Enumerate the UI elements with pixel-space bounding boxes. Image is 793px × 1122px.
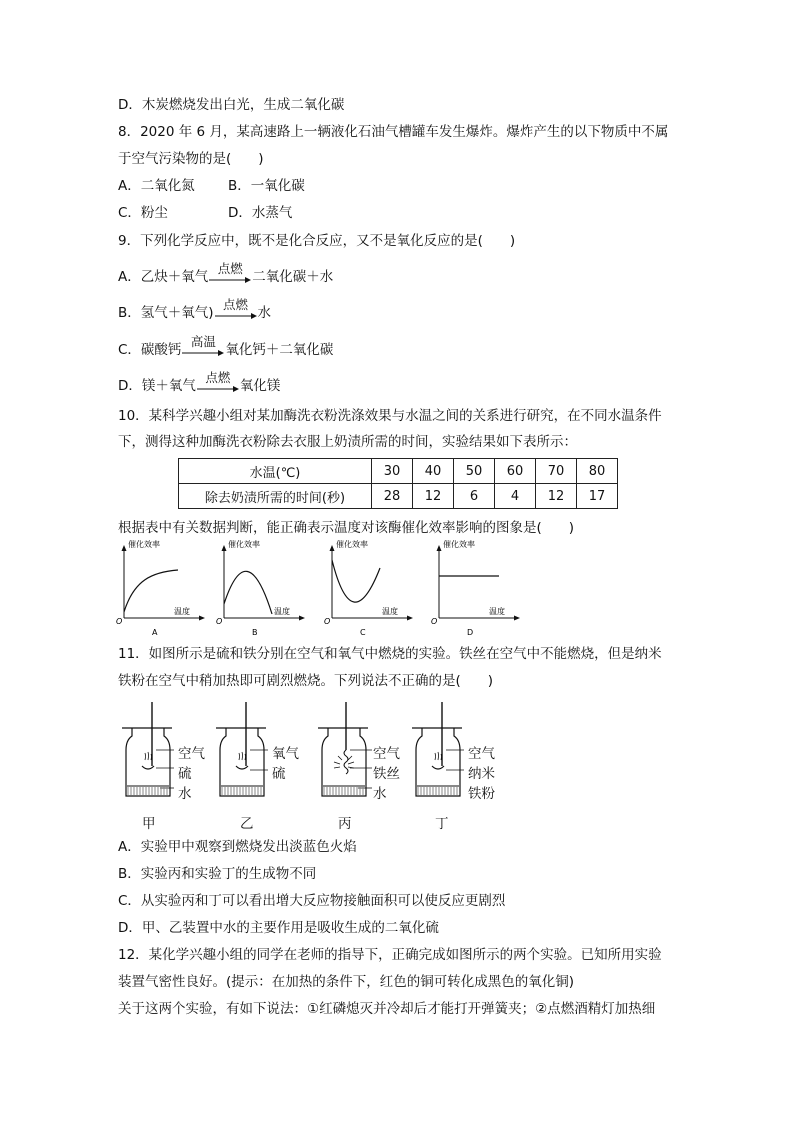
reaction-arrow (197, 370, 239, 395)
graph-letter: C (360, 628, 366, 637)
q8-option-c: C．粉尘 (118, 205, 168, 221)
jar-bing (318, 702, 372, 796)
graph-xlabel: 温度 (382, 607, 398, 616)
graph-xlabel: 温度 (489, 607, 505, 616)
fig-label: 空气 (178, 746, 205, 762)
q9-a-reactants: A．乙炔＋氧气 (118, 269, 209, 285)
graph-origin: O (116, 617, 123, 626)
q12-stem-line1: 12．某化学兴趣小组的同学在老师的指导下，正确完成如图所示的两个实验。已知所用实验 (118, 947, 662, 963)
q11-option-d: D．甲、乙装置中水的主要作用是吸收生成的二氧化硫 (118, 920, 439, 936)
graph-origin: O (216, 617, 223, 626)
q9-option-c (118, 334, 334, 359)
q11-stem-line1: 11．如图所示是硫和铁分别在空气和氧气中燃烧的实验。铁丝在空气中不能燃烧，但是纳米 (118, 646, 662, 662)
q9-d-products: 氧化镁 (239, 378, 281, 394)
table-cell: 12 (536, 484, 577, 509)
q11-apparatus-figure (110, 700, 530, 810)
q10-stem-line1: 10．某科学兴趣小组对某加酶洗衣粉洗涤效果与水温之间的关系进行研究，在不同水温条件 (118, 408, 662, 424)
q9-stem: 9．下列化学反应中，既不是化合反应，又不是氧化反应的是( ) (118, 233, 516, 249)
q8-option-a: A．二氧化氮 (118, 178, 195, 194)
q9-a-products: 二氧化碳＋水 (252, 269, 334, 285)
table-cell: 6 (454, 484, 495, 509)
q7-option-d: D．木炭燃烧发出白光，生成二氧化碳 (118, 97, 345, 113)
graph-curve (124, 570, 178, 612)
fig-label: 硫 (272, 766, 286, 782)
table-cell: 40 (413, 459, 454, 484)
graph-curve (224, 571, 272, 614)
q12-stem-line2: 装置气密性良好。(提示：在加热的条件下，红色的铜可转化成黑色的氧化铜) (118, 974, 575, 990)
graph-curve (332, 560, 380, 602)
table-cell: 70 (536, 459, 577, 484)
table-cell: 17 (577, 484, 618, 509)
q9-c-products: 氧化钙＋二氧化碳 (225, 342, 334, 358)
fig-caption: 丁 (435, 816, 449, 832)
graph-origin: O (431, 617, 438, 626)
fig-caption: 丙 (338, 816, 352, 832)
fig-label: 硫 (178, 766, 192, 782)
q10-stem-line2: 下，测得这种加酶洗衣粉除去衣服上奶渍所需的时间，实验结果如下表所示： (118, 434, 577, 450)
reaction-arrow (215, 297, 257, 322)
q8-stem-line2: 于空气污染物的是( ) (118, 151, 264, 167)
graph-xlabel: 温度 (274, 607, 290, 616)
table-cell: 28 (372, 484, 413, 509)
fig-caption: 甲 (142, 816, 156, 832)
q11-option-a: A．实验甲中观察到燃烧发出淡蓝色火焰 (118, 839, 357, 855)
fig-label: 铁粉 (468, 786, 495, 802)
table-header-cell: 除去奶渍所需的时间(秒) (179, 484, 372, 509)
graph-letter: A (152, 628, 158, 637)
q9-b-reactants: B．氢气＋氧气) (118, 305, 214, 321)
graph-origin: O (324, 617, 331, 626)
graph-ylabel: 催化效率 (443, 540, 475, 549)
q12-stem-line3: 关于这两个实验，有如下说法：①红磷熄灭并冷却后才能打开弹簧夹；②点燃酒精灯加热细 (118, 1001, 656, 1017)
fig-label: 水 (373, 786, 387, 802)
q11-stem-line2: 铁粉在空气中稍加热即可剧烈燃烧。下列说法不正确的是( ) (118, 673, 494, 689)
table-header-cell: 水温(℃) (179, 459, 372, 484)
table-cell: 12 (413, 484, 454, 509)
q10-stem-line3: 根据表中有关数据判断，能正确表示温度对该酶催化效率影响的图象是( ) (118, 520, 575, 536)
table-cell: 30 (372, 459, 413, 484)
q9-b-products: 水 (257, 305, 272, 321)
q9-option-b (118, 297, 272, 322)
q8-stem-line1: 8．2020 年 6 月，某高速路上一辆液化石油气槽罐车发生爆炸。爆炸产生的以下物质中不属 (118, 124, 669, 140)
q10-data-table (178, 458, 618, 509)
graph-ylabel: 催化效率 (336, 540, 368, 549)
graph-ylabel: 催化效率 (228, 540, 260, 549)
jar-ding (412, 702, 464, 796)
q9-option-a (118, 261, 334, 286)
fig-caption: 乙 (240, 816, 254, 832)
q8-options-cd (118, 204, 292, 222)
q9-c-reactants: C．碳酸钙 (118, 342, 182, 358)
reaction-condition: 高温 (190, 334, 216, 349)
fig-label: 水 (178, 786, 192, 802)
fig-label: 铁丝 (373, 766, 400, 782)
table-cell: 80 (577, 459, 618, 484)
reaction-condition: 点燃 (223, 297, 249, 312)
fig-label: 氧气 (272, 746, 299, 762)
jar-yi (216, 702, 268, 796)
fig-label: 纳米 (468, 766, 495, 782)
q11-option-c: C．从实验丙和丁可以看出增大反应物接触面积可以使反应更剧烈 (118, 893, 506, 909)
q10-graph-d (427, 540, 527, 640)
graph-letter: B (252, 628, 258, 637)
q10-graph-c (320, 540, 420, 640)
q9-option-d (118, 370, 281, 395)
reaction-arrow (182, 334, 224, 359)
graph-letter: D (467, 628, 474, 637)
reaction-condition: 点燃 (217, 261, 243, 276)
graph-ylabel: 催化效率 (128, 540, 160, 549)
fig-label: 空气 (468, 746, 495, 762)
q10-graph-a (112, 540, 212, 640)
q8-option-d: D．水蒸气 (228, 205, 293, 221)
q11-option-b: B．实验丙和实验丁的生成物不同 (118, 866, 317, 882)
fig-label: 空气 (373, 746, 400, 762)
q10-graph-b (212, 540, 312, 640)
table-row (179, 459, 618, 484)
reaction-condition: 点燃 (205, 370, 231, 385)
graph-xlabel: 温度 (174, 607, 190, 616)
table-cell: 50 (454, 459, 495, 484)
reaction-arrow (209, 261, 251, 286)
table-row (179, 484, 618, 509)
q9-d-reactants: D．镁＋氧气 (118, 378, 196, 394)
jar-jia (122, 702, 174, 796)
q8-option-b: B．一氧化碳 (228, 178, 305, 194)
table-cell: 60 (495, 459, 536, 484)
table-cell: 4 (495, 484, 536, 509)
q8-options-ab (118, 177, 305, 195)
